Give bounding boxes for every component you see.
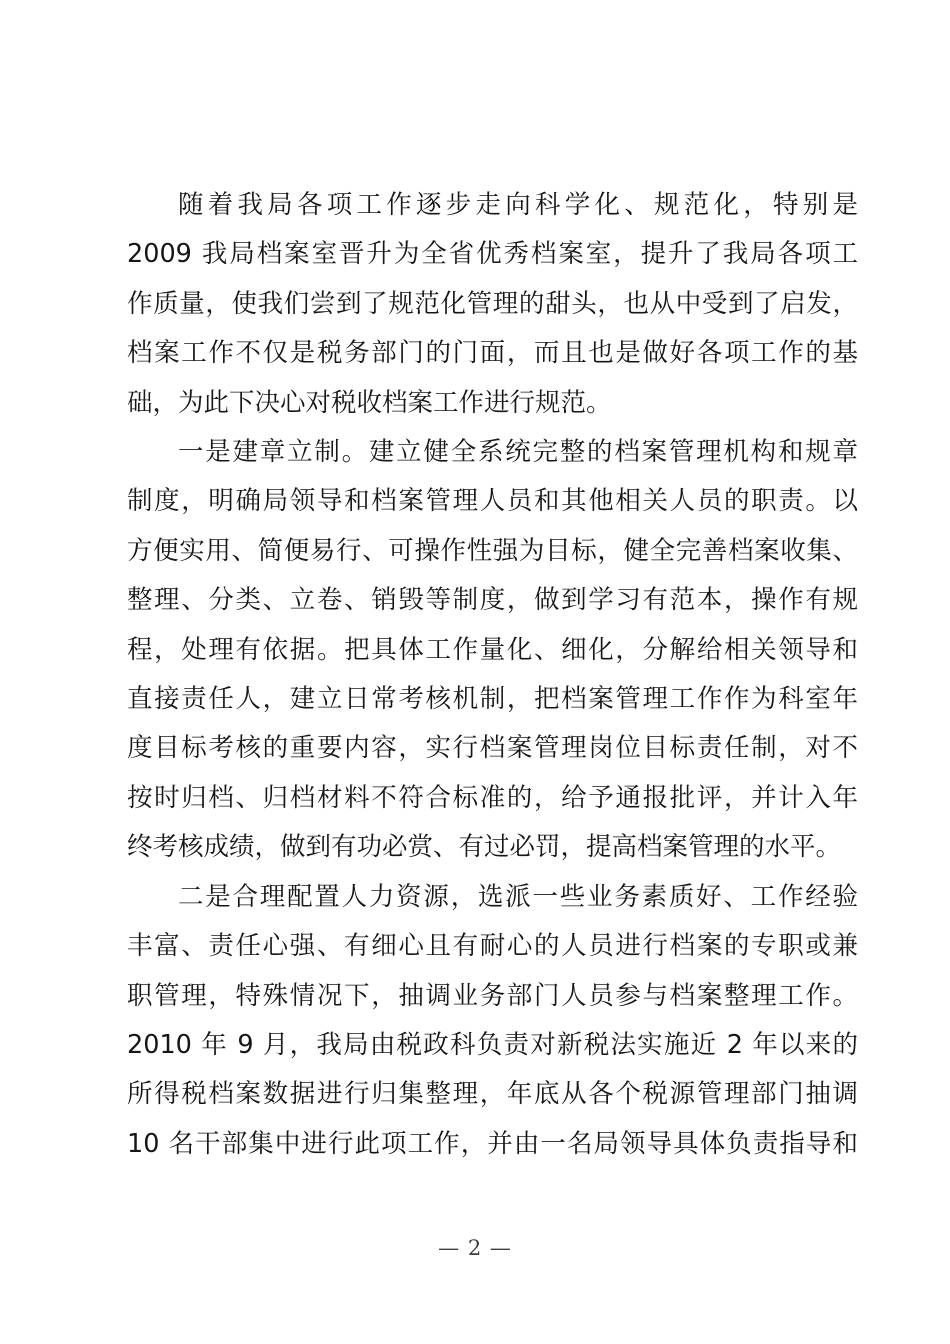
text-line: 所得税档案数据进行归集整理，年底从各个税源管理部门抽调 [127, 1079, 858, 1110]
page-number: — 2 — [438, 1236, 512, 1260]
text-line: 二是合理配置人力资源，选派一些业务素质好、工作经验 [178, 881, 858, 912]
text-line: 制度，明确局领导和档案管理人员和其他相关人员的职责。以 [127, 486, 858, 517]
text-line: 丰富、责任心强、有细心且有耐心的人员进行档案的专职或兼 [127, 931, 858, 962]
text-line: 一是建章立制。建立健全系统完整的档案管理机构和规章 [178, 437, 858, 468]
text-line: 档案工作不仅是税务部门的门面，而且也是做好各项工作的基 [127, 338, 858, 369]
text-content [127, 181, 858, 1169]
text-line: 按时归档、归档材料不符合标准的，给予通报批评，并计入年 [127, 782, 858, 813]
text-line: 2010 年 9 月，我局由税政科负责对新税法实施近 2 年以来的 [127, 1029, 858, 1060]
paragraph [127, 428, 858, 873]
text-line: 终考核成绩，做到有功必赏、有过必罚，提高档案管理的水平。 [127, 832, 842, 863]
text-line: 程，处理有依据。把具体工作量化、细化，分解给相关领导和 [127, 634, 858, 665]
text-line: 作质量，使我们尝到了规范化管理的甜头，也从中受到了启发， [127, 288, 858, 319]
text-line: 度目标考核的重要内容，实行档案管理岗位目标责任制，对不 [127, 733, 858, 764]
text-line: 直接责任人，建立日常考核机制，把档案管理工作作为科室年 [127, 684, 858, 715]
text-line: 10 名干部集中进行此项工作，并由一名局领导具体负责指导和 [127, 1128, 858, 1159]
text-line: 职管理，特殊情况下，抽调业务部门人员参与档案整理工作。 [127, 980, 858, 1011]
text-line: 方便实用、简便易行、可操作性强为目标，健全完善档案收集、 [127, 535, 858, 566]
paragraph [127, 181, 858, 428]
text-line: 整理、分类、立卷、销毁等制度，做到学习有范本，操作有规 [127, 585, 858, 616]
text-line: 础，为此下决心对税收档案工作进行规范。 [127, 387, 612, 418]
text-line: 2009 我局档案室晋升为全省优秀档案室，提升了我局各项工 [127, 239, 858, 270]
text-line: 随着我局各项工作逐步走向科学化、规范化，特别是 [178, 190, 858, 220]
paragraph [127, 873, 858, 1169]
